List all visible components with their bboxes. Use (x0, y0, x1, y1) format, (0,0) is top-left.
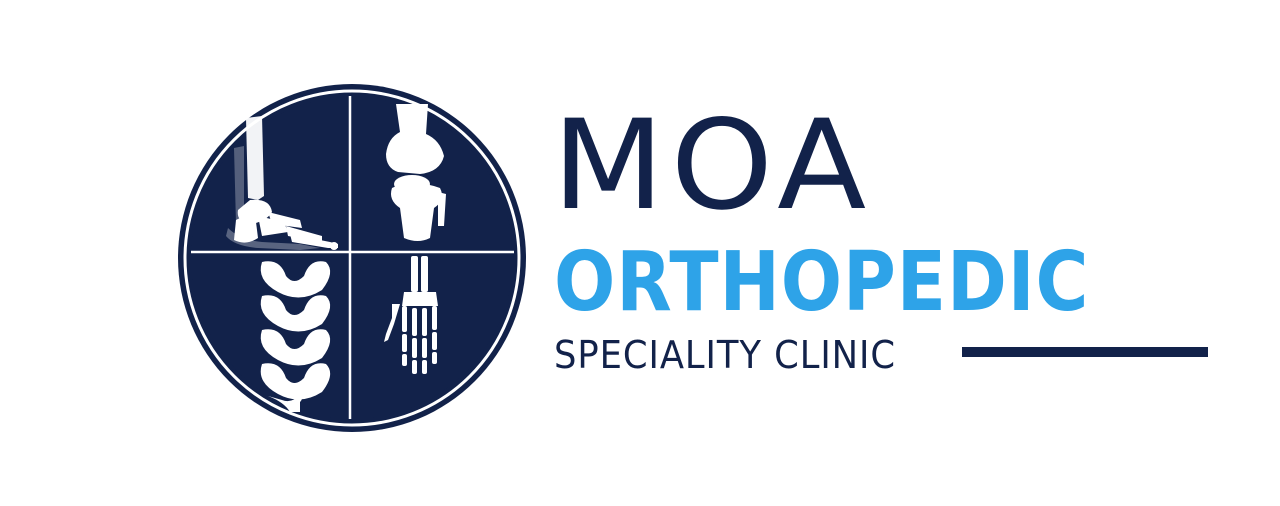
tagline: SPECIALITY CLINIC (554, 333, 897, 377)
decorative-rule (962, 347, 1208, 357)
brand-name: MOA (552, 94, 873, 238)
emblem-badge (176, 78, 528, 440)
emblem-disc (191, 97, 513, 419)
specialty-name: ORTHOPEDIC (554, 235, 1090, 330)
